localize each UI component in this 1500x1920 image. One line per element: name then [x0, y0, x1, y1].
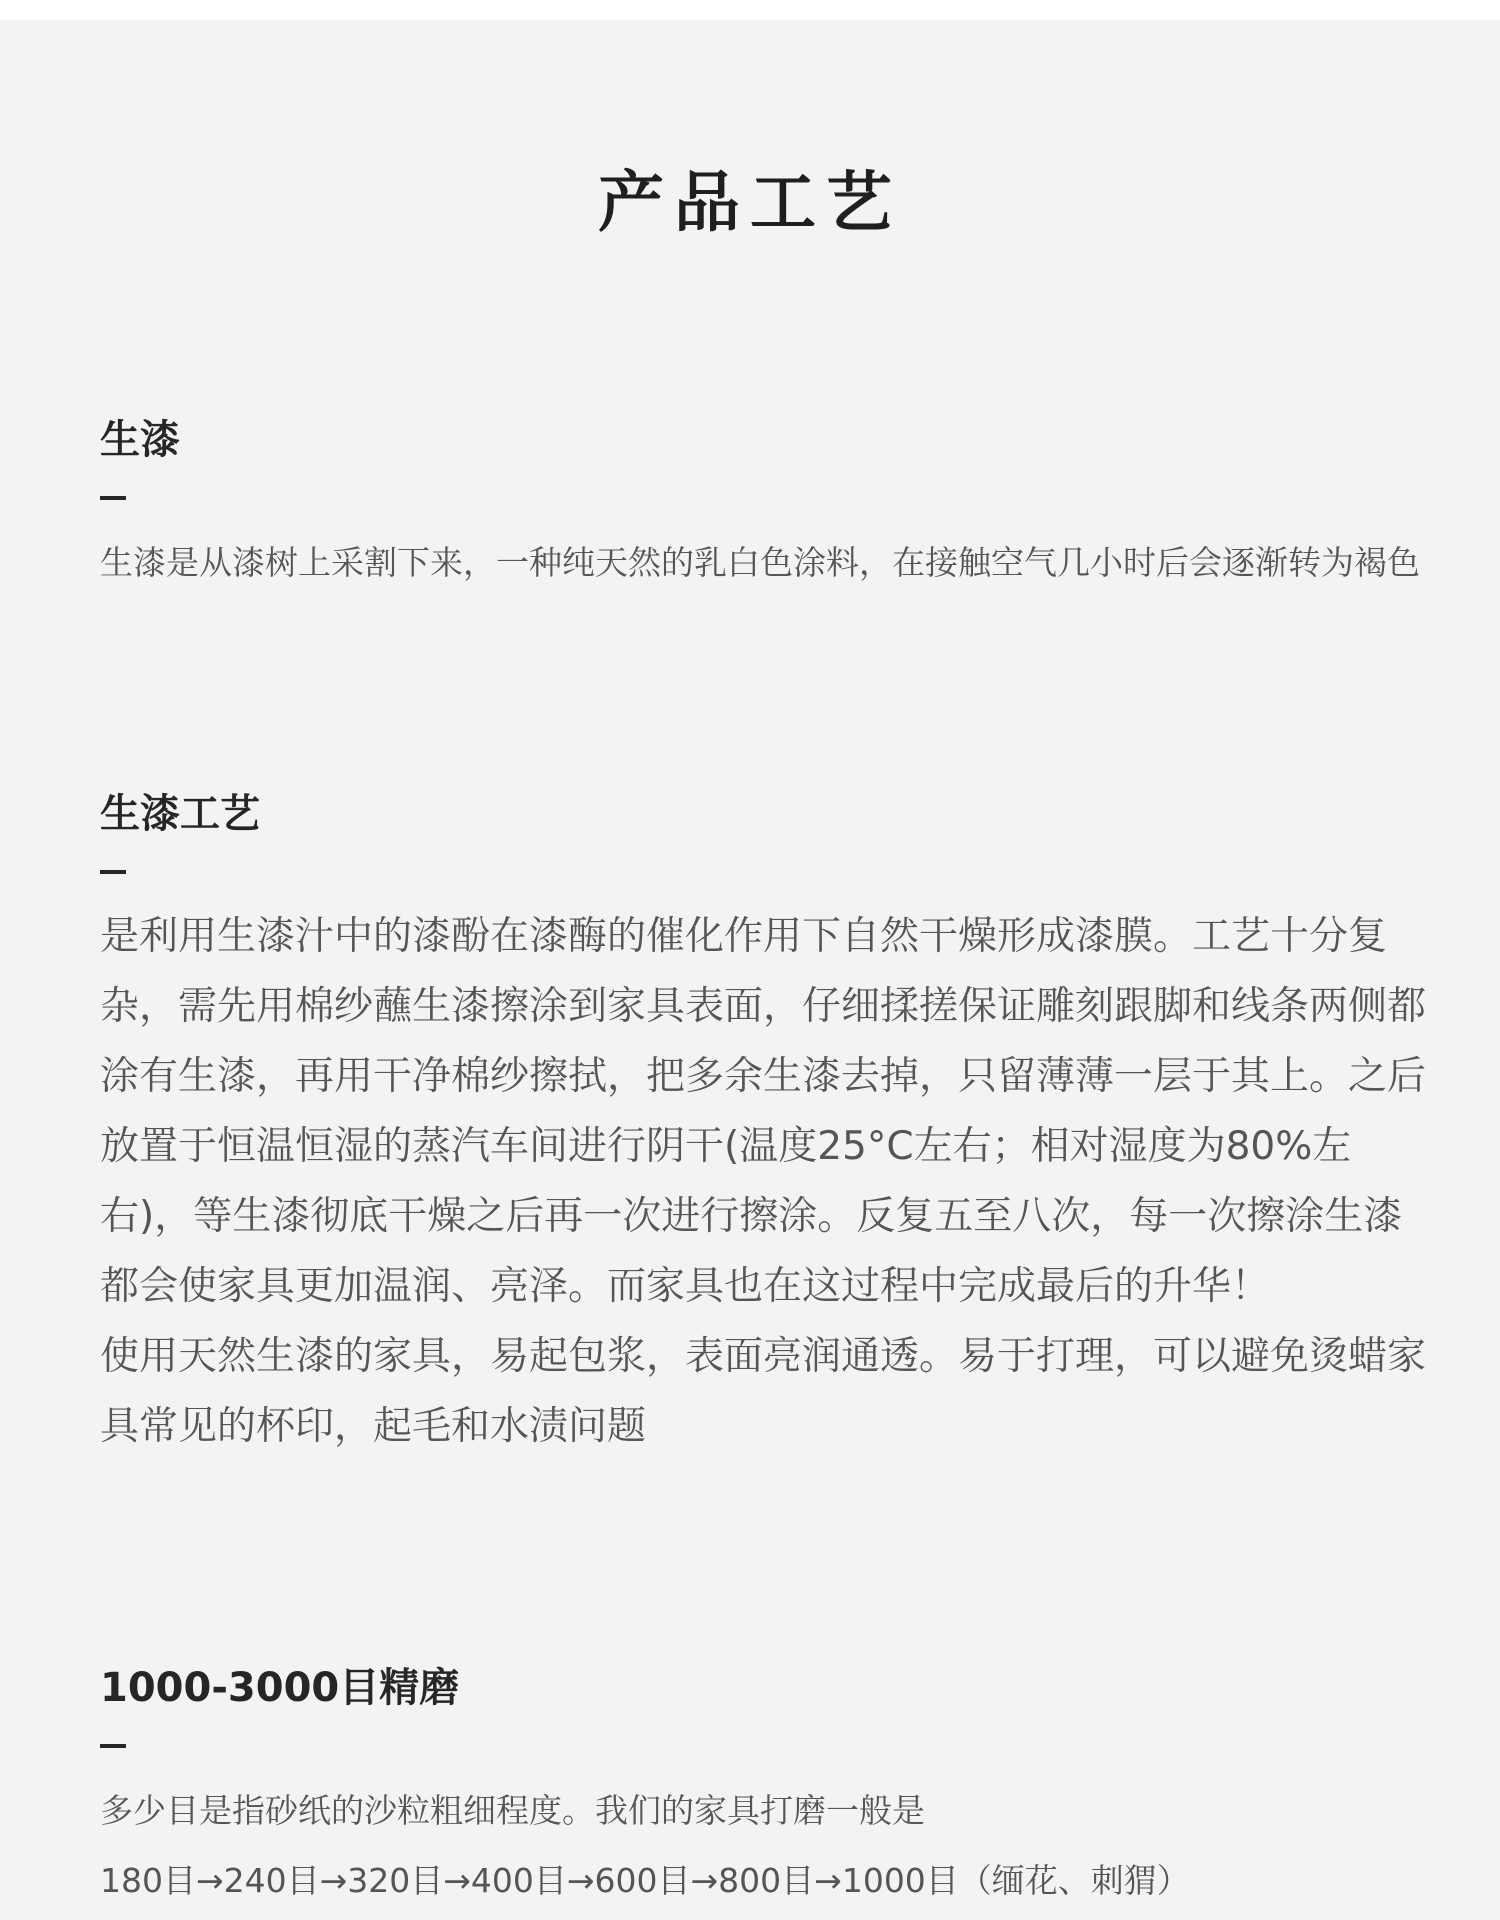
section-heading: 1000-3000目精磨: [100, 1665, 460, 1711]
content-panel: [0, 20, 1500, 1920]
section-heading: 生漆: [100, 417, 180, 463]
heading-divider: [100, 1744, 126, 1748]
heading-divider: [100, 496, 126, 500]
section-raw-lacquer: [100, 418, 1440, 598]
section-body: 多少目是指砂纸的沙粒粗细程度。我们的家具打磨一般是 180目→240目→320目→400目→600目→800目→1000目（缅花、刺猬）: [100, 1791, 1190, 1900]
page-title: 产品工艺: [598, 164, 902, 241]
section-body: 生漆是从漆树上采割下来，一种纯天然的乳白色涂料，在接触空气几小时后会逐渐转为褐色: [100, 543, 1420, 582]
section-lacquer-process: [100, 792, 1440, 1462]
section-heading: 生漆工艺: [100, 791, 260, 837]
section-body: 是利用生漆汁中的漆酚在漆酶的催化作用下自然干燥形成漆膜。工艺十分复杂，需先用棉纱蘸生漆擦涂到家具表面，仔细揉搓保证雕刻跟脚和线条两侧都涂有生漆，再用干净棉纱擦拭，把多余生漆去掉，只留薄薄一层于其上。之后放置于恒温恒湿的蒸汽车间进行阴干(温度25°C左右；相对湿度为80%左右)，等生漆彻底干燥之后再一次进行擦涂。反复五至八次，每一次擦涂生漆都会使家具更加温润、亮泽。而家具也在这过程中完成最后的升华！ 使用天然生漆的家具，易起包浆，表面亮润通透。易于打理，可以避免烫蜡家具常见的杯印，起毛和水渍问题: [100, 914, 1427, 1449]
heading-divider: [100, 870, 126, 874]
section-fine-sanding: [100, 1666, 1440, 1916]
